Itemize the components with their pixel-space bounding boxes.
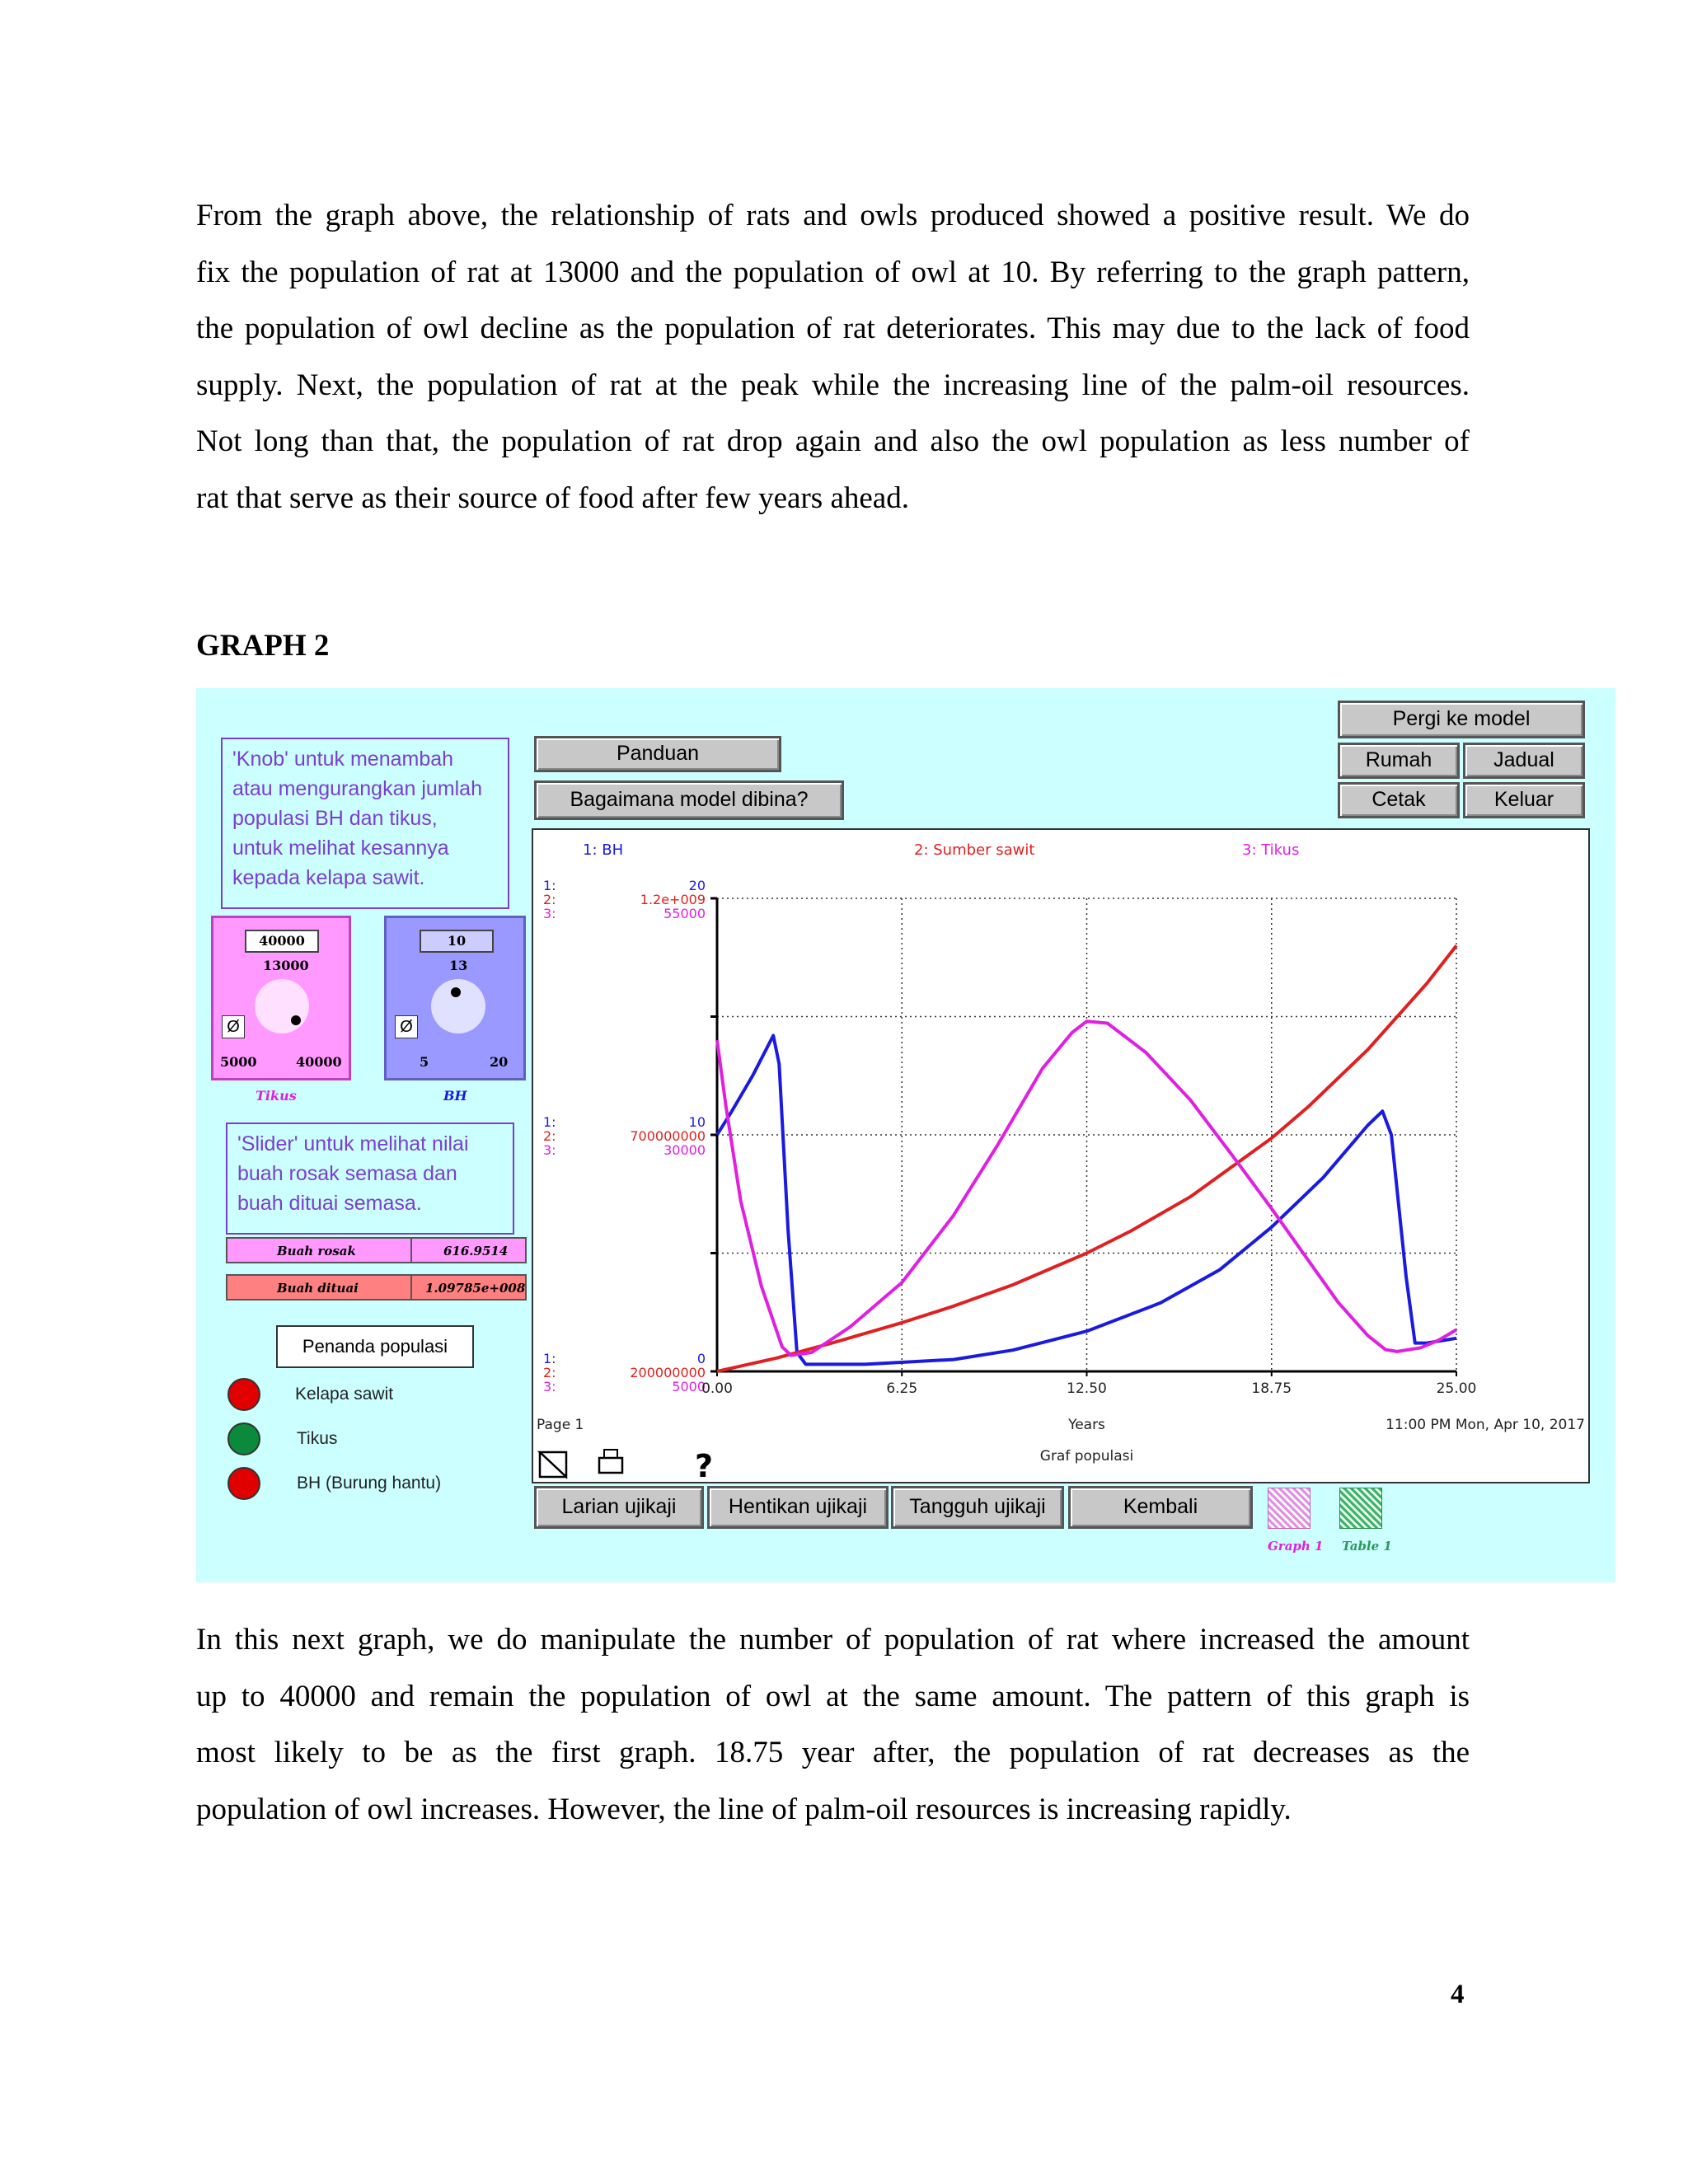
tikus-dial[interactable] bbox=[255, 979, 309, 1033]
y-tick-label-sawit: 200000000 bbox=[630, 1365, 706, 1380]
buah-rosak-slider[interactable] bbox=[226, 1237, 527, 1263]
legend-entry-3: 3: Tikus bbox=[1242, 841, 1300, 859]
x-tick-label: 6.25 bbox=[886, 1380, 918, 1397]
help-icon: ? bbox=[695, 1448, 714, 1482]
kelapa-sawit-dot bbox=[227, 1378, 260, 1411]
axis-row-number: 3: bbox=[543, 906, 556, 921]
kelapa-sawit-label: Kelapa sawit bbox=[295, 1385, 394, 1404]
printer-icon bbox=[599, 1458, 622, 1473]
graph-thumbnail-label: Graph 1 bbox=[1268, 1539, 1324, 1554]
paragraph-line: fix the population of rat at 13000 and the population of owl at 10. By referring to the graph pattern, bbox=[196, 255, 1470, 289]
graph-window[interactable] bbox=[532, 828, 1590, 1483]
slider-note-line: buah dituai semasa. bbox=[237, 1192, 422, 1215]
y-tick-label-tikus: 30000 bbox=[663, 1142, 706, 1158]
y-tick-label-tikus: 55000 bbox=[663, 906, 706, 921]
y-tick-label-bh: 10 bbox=[688, 1114, 706, 1130]
x-tick-label: 18.75 bbox=[1251, 1380, 1292, 1397]
legend-entry-2: 2: Sumber sawit bbox=[914, 841, 1035, 859]
paragraph-line: up to 40000 and remain the population of owl at the same amount. The pattern of this graph is bbox=[196, 1679, 1470, 1713]
paragraph-1 bbox=[196, 188, 1470, 527]
slider-note-line: buah rosak semasa dan bbox=[237, 1162, 457, 1185]
axis-row-number: 2: bbox=[543, 892, 556, 907]
bagaimana-button[interactable]: Bagaimana model dibina? bbox=[534, 780, 844, 820]
tikus-lock-icon[interactable]: Ø bbox=[222, 1015, 245, 1038]
axis-row-number: 1: bbox=[543, 1114, 556, 1130]
axis-row-number: 2: bbox=[543, 1365, 556, 1380]
pergi-ke-model-button[interactable]: Pergi ke model bbox=[1338, 701, 1585, 738]
paragraph-line: most likely to be as the first graph. 18.75 year after, the population of rat decreases as the bbox=[196, 1736, 1470, 1769]
knob-note-line: kepada kelapa sawit. bbox=[232, 866, 425, 889]
cetak-button[interactable]: Cetak bbox=[1338, 782, 1460, 818]
y-tick-label-sawit: 1.2e+009 bbox=[640, 892, 706, 907]
corner-icon bbox=[540, 1452, 566, 1477]
slider-note-line: 'Slider' untuk melihat nilai bbox=[237, 1132, 469, 1155]
buah-dituai-value: 1.09785e+008 bbox=[425, 1281, 526, 1296]
tikus-knob[interactable] bbox=[211, 916, 351, 1080]
larian-ujikaji-button[interactable]: Larian ujikaji bbox=[534, 1486, 704, 1529]
bh-knob-label: BH bbox=[443, 1088, 467, 1104]
buah-dituai-label: Buah dituai bbox=[277, 1281, 359, 1296]
printer-icon-paper bbox=[604, 1450, 617, 1458]
bh-knob-min: 5 bbox=[420, 1054, 429, 1070]
y-tick-label-bh: 0 bbox=[696, 1351, 706, 1366]
bh-dial[interactable] bbox=[431, 979, 485, 1033]
page-number: 4 bbox=[1451, 1980, 1465, 2009]
tangguh-ujikaji-button[interactable]: Tangguh ujikaji bbox=[891, 1486, 1064, 1529]
buah-rosak-value: 616.9514 bbox=[443, 1244, 509, 1258]
bh-knob-max: 20 bbox=[490, 1054, 509, 1070]
kembali-button[interactable]: Kembali bbox=[1068, 1486, 1253, 1529]
page-label: Page 1 bbox=[537, 1417, 584, 1433]
tikus-knob-value: 40000 bbox=[245, 930, 319, 953]
tikus-dot bbox=[227, 1422, 260, 1455]
y-tick-label-tikus: 5000 bbox=[672, 1379, 706, 1394]
paragraph-2 bbox=[196, 1612, 1470, 1838]
series-line-sumber-sawit bbox=[717, 945, 1456, 1371]
chart-title: Graf populasi bbox=[1039, 1448, 1134, 1465]
bh-dot bbox=[227, 1467, 260, 1500]
x-tick-label: 0.00 bbox=[701, 1380, 733, 1397]
timestamp: 11:00 PM Mon, Apr 10, 2017 bbox=[1386, 1417, 1585, 1433]
knob-note bbox=[221, 738, 509, 909]
tikus-knob-label: Tikus bbox=[256, 1088, 297, 1104]
axis-row-number: 3: bbox=[543, 1379, 556, 1394]
tikus-knob-setting: 13000 bbox=[263, 958, 309, 973]
tikus-label: Tikus bbox=[297, 1429, 338, 1448]
x-tick-label: 25.00 bbox=[1436, 1380, 1477, 1397]
bh-knob[interactable] bbox=[384, 916, 526, 1080]
section-heading: GRAPH 2 bbox=[196, 629, 330, 663]
penanda-populasi-button[interactable]: Penanda populasi bbox=[276, 1325, 474, 1368]
buah-dituai-slider[interactable] bbox=[226, 1274, 527, 1301]
tikus-knob-min: 5000 bbox=[220, 1054, 257, 1070]
keluar-button[interactable]: Keluar bbox=[1463, 782, 1585, 818]
paragraph-line: the population of owl decline as the population of rat deteriorates. This may due to the lack of food bbox=[196, 312, 1470, 345]
paragraph-line: rat that serve as their source of food after few years ahead. bbox=[196, 480, 909, 515]
tikus-knob-max: 40000 bbox=[296, 1054, 342, 1070]
bh-lock-icon[interactable]: Ø bbox=[395, 1015, 418, 1038]
axis-row-number: 3: bbox=[543, 1142, 556, 1158]
buah-rosak-label: Buah rosak bbox=[277, 1244, 356, 1258]
slider-note bbox=[226, 1122, 514, 1235]
axis-row-number: 1: bbox=[543, 1351, 556, 1366]
paragraph-line: population of owl increases. However, the line of palm-oil resources is increasing rapidly. bbox=[196, 1792, 1292, 1826]
table-thumbnail-icon[interactable] bbox=[1339, 1488, 1382, 1529]
legend-entry-1: 1: BH bbox=[583, 841, 624, 859]
table-thumbnail-label: Table 1 bbox=[1342, 1539, 1392, 1554]
knob-note-line: populasi BH dan tikus, bbox=[232, 807, 438, 830]
y-tick-label-sawit: 700000000 bbox=[630, 1128, 706, 1144]
axis-row-number: 1: bbox=[543, 878, 556, 893]
hentikan-ujikaji-button[interactable]: Hentikan ujikaji bbox=[707, 1486, 889, 1529]
paragraph-line: Not long than that, the population of rat drop again and also the owl population as less number of bbox=[196, 424, 1470, 458]
x-axis-label: Years bbox=[1068, 1417, 1105, 1433]
simulation-screenshot bbox=[196, 688, 1615, 1582]
bh-label: BH (Burung hantu) bbox=[297, 1474, 442, 1493]
jadual-button[interactable]: Jadual bbox=[1463, 743, 1585, 779]
panduan-button[interactable]: Panduan bbox=[534, 736, 781, 772]
y-tick-label-bh: 20 bbox=[688, 878, 706, 893]
paragraph-line: In this next graph, we do manipulate the number of population of rat where increased the amount bbox=[196, 1623, 1470, 1657]
knob-note-line: 'Knob' untuk menambah bbox=[232, 748, 454, 771]
paragraph-line: supply. Next, the population of rat at the peak while the increasing line of the palm-oil resources. bbox=[196, 368, 1470, 402]
population-chart bbox=[533, 830, 1588, 1482]
axis-row-number: 2: bbox=[543, 1128, 556, 1144]
x-tick-label: 12.50 bbox=[1067, 1380, 1107, 1397]
paragraph-line: From the graph above, the relationship of rats and owls produced showed a positive result. We do bbox=[196, 199, 1470, 232]
bh-knob-value: 10 bbox=[420, 930, 494, 953]
knob-note-line: atau mengurangkan jumlah bbox=[232, 777, 482, 800]
rumah-button[interactable]: Rumah bbox=[1338, 743, 1460, 779]
bh-knob-setting: 13 bbox=[449, 958, 468, 973]
graph-thumbnail-icon[interactable] bbox=[1268, 1488, 1311, 1529]
knob-note-line: untuk melihat kesannya bbox=[232, 837, 449, 860]
